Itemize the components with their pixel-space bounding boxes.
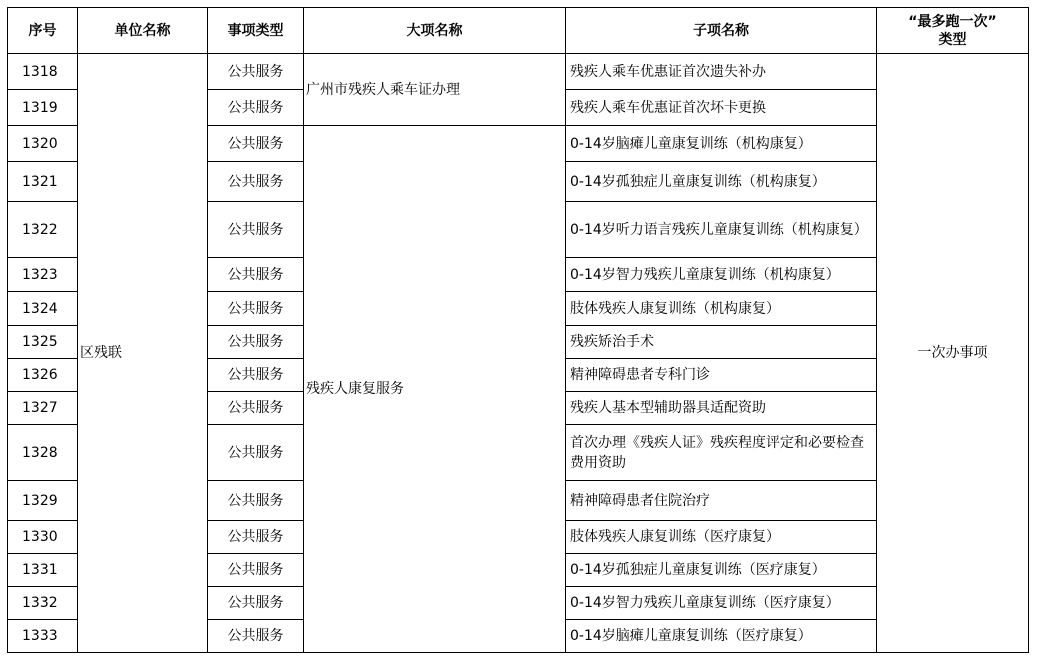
sub-item-cell: 残疾人乘车优惠证首次坏卡更换 [566,90,877,126]
header-seq: 序号 [8,8,78,54]
sub-item-cell: 0-14岁智力残疾儿童康复训练（机构康复） [566,258,877,292]
table-row [8,54,1029,90]
type-cell: 公共服务 [208,202,304,258]
seq-cell: 1331 [8,554,78,587]
sub-item-cell: 0-14岁脑瘫儿童康复训练（机构康复） [566,126,877,162]
type-cell: 公共服务 [208,292,304,326]
seq-cell: 1318 [8,54,78,90]
header-row [8,8,1029,54]
sub-item-cell: 残疾矫治手术 [566,326,877,359]
type-cell: 公共服务 [208,481,304,521]
header-unit: 单位名称 [78,8,208,54]
sub-item-cell: 0-14岁脑瘫儿童康复训练（医疗康复） [566,620,877,653]
sub-item-cell: 肢体残疾人康复训练（机构康复） [566,292,877,326]
sub-item-cell: 首次办理《残疾人证》残疾程度评定和必要检查费用资助 [566,425,877,481]
type-cell: 公共服务 [208,162,304,202]
seq-cell: 1320 [8,126,78,162]
sub-item-cell: 肢体残疾人康复训练（医疗康复） [566,521,877,554]
header-run-type-line2: 类型 [938,31,967,48]
seq-cell: 1319 [8,90,78,126]
seq-cell: 1333 [8,620,78,653]
type-cell: 公共服务 [208,126,304,162]
type-cell: 公共服务 [208,54,304,90]
seq-cell: 1325 [8,326,78,359]
type-cell: 公共服务 [208,90,304,126]
seq-cell: 1329 [8,481,78,521]
sub-item-cell: 精神障碍患者专科门诊 [566,359,877,392]
type-cell: 公共服务 [208,425,304,481]
header-run-type-line1: “最多跑一次” [908,13,997,30]
service-items-table [7,7,1029,653]
seq-cell: 1326 [8,359,78,392]
header-type: 事项类型 [208,8,304,54]
unit-name-cell: 区残联 [78,54,208,653]
seq-cell: 1332 [8,587,78,620]
type-cell: 公共服务 [208,554,304,587]
header-run-type [877,8,1029,54]
sub-item-cell: 精神障碍患者住院治疗 [566,481,877,521]
sub-item-cell: 0-14岁听力语言残疾儿童康复训练（机构康复） [566,202,877,258]
run-type-cell: 一次办事项 [877,54,1029,653]
type-cell: 公共服务 [208,620,304,653]
seq-cell: 1323 [8,258,78,292]
type-cell: 公共服务 [208,359,304,392]
type-cell: 公共服务 [208,521,304,554]
seq-cell: 1328 [8,425,78,481]
type-cell: 公共服务 [208,258,304,292]
seq-cell: 1322 [8,202,78,258]
seq-cell: 1330 [8,521,78,554]
seq-cell: 1327 [8,392,78,425]
header-sub: 子项名称 [566,8,877,54]
seq-cell: 1324 [8,292,78,326]
type-cell: 公共服务 [208,587,304,620]
header-major: 大项名称 [304,8,566,54]
sub-item-cell: 残疾人乘车优惠证首次遗失补办 [566,54,877,90]
sub-item-cell: 0-14岁孤独症儿童康复训练（机构康复） [566,162,877,202]
major-item-cell: 残疾人康复服务 [304,126,566,653]
seq-cell: 1321 [8,162,78,202]
sub-item-cell: 0-14岁智力残疾儿童康复训练（医疗康复） [566,587,877,620]
sub-item-cell: 残疾人基本型辅助器具适配资助 [566,392,877,425]
type-cell: 公共服务 [208,326,304,359]
sub-item-cell: 0-14岁孤独症儿童康复训练（医疗康复） [566,554,877,587]
type-cell: 公共服务 [208,392,304,425]
major-item-cell: 广州市残疾人乘车证办理 [304,54,566,126]
